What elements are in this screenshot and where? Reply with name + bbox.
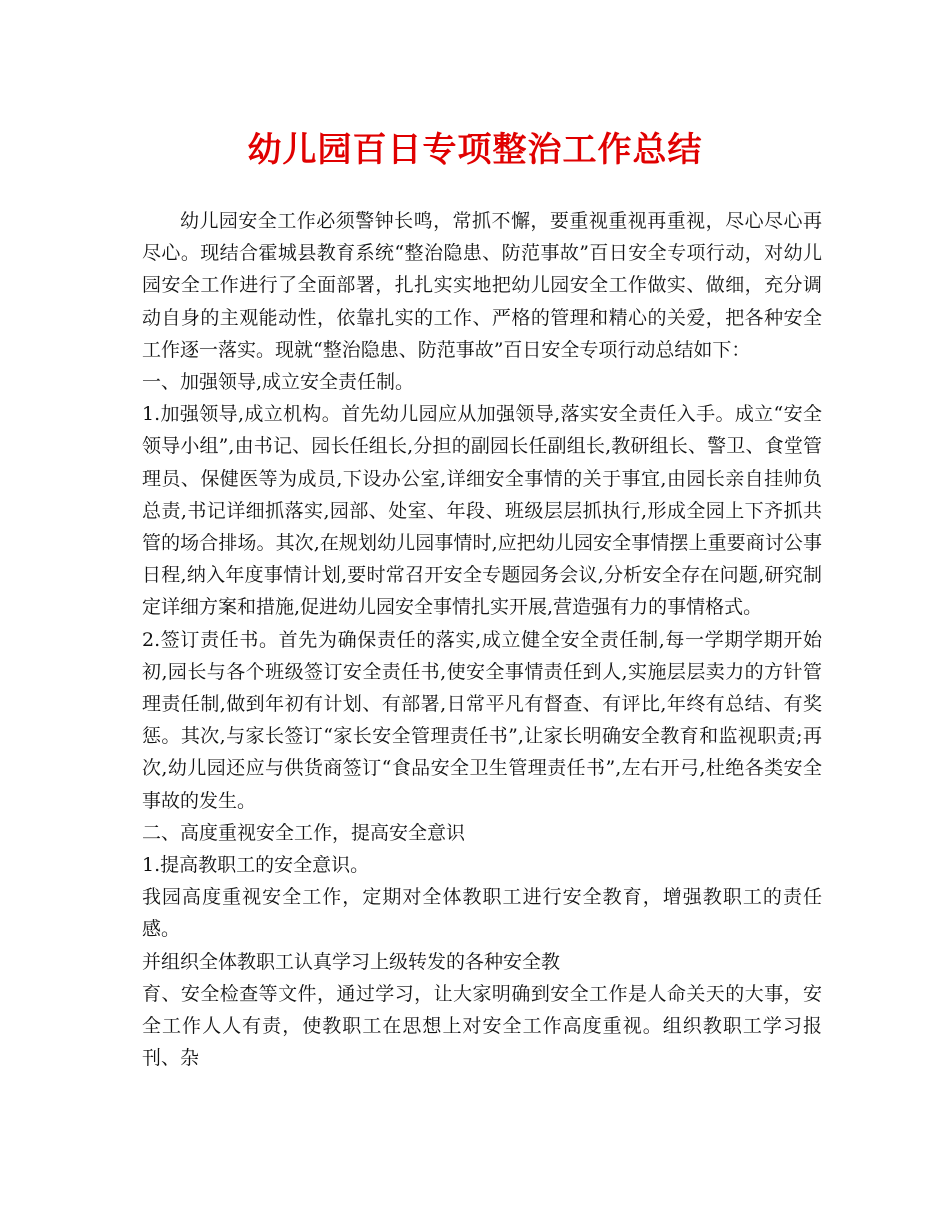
paragraph-1-2: 2.签订责任书。首先为确保责任的落实,成立健全安全责任制,每一学期学期开始初,园长与各个班级签订安全责任书,使安全事情责任到人,实施层层卖力的方针管理责任制,做到年初有计划、有部署,日常平凡有督查、有评比,年终有总结、有奖惩。其次,与家长签订“家长安全管理责任书”,让家长明确安全教育和监视职责;再次,幼儿园还应与供货商签订“食品安全卫生管理责任书”,左右开弓,杜绝各类安全事故的发生。 (142, 628, 822, 812)
document-title: 幼儿园百日专项整治工作总结 (247, 130, 703, 170)
paragraph-1-1: 1.加强领导,成立机构。首先幼儿园应从加强领导,落实安全责任入手。成立“安全领导小组”,由书记、园长任组长,分担的副园长任副组长,教研组长、警卫、食堂管理员、保健医等为成员,下设办公室,详细安全事情的关于事宜,由园长亲自挂帅负总责,书记详细抓落实,园部、处室、年段、班级层层抓执行,形成全园上下齐抓共管的场合排场。其次,在规划幼儿园事情时,应把幼儿园安全事情摆上重要商讨公事日程,纳入年度事情计划,要时常召开安全专题园务会议,分析安全存在问题,研究制定详细方案和措施,促进幼儿园安全事情扎实开展,营造强有力的事情格式。 (142, 403, 822, 619)
section-heading-1: 一、加强领导,成立安全责任制。 (142, 371, 415, 394)
document-body (142, 205, 822, 1074)
subheading-2-1: 1.提高教职工的安全意识。 (142, 854, 370, 877)
paragraph-2-1-c: 育、安全检查等文件，通过学习，让大家明确到安全工作是人命关天的大事，安全工作人人有责，使教职工在思想上对安全工作高度重视。组织教职工学习报刊、杂 (142, 982, 822, 1070)
paragraph-2-1-b: 并组织全体教职工认真学习上级转发的各种安全教 (142, 950, 561, 973)
paragraph-intro: 幼儿园安全工作必须警钟长鸣，常抓不懈，要重视重视再重视，尽心尽心再尽心。现结合霍城县教育系统“整治隐患、防范事故”百日安全专项行动，对幼儿园安全工作进行了全面部署，扎扎实实地把幼儿园安全工作做实、做细，充分调动自身的主观能动性，依靠扎实的工作、严格的管理和精心的关爱，把各种安全工作逐一落实。现就“整治隐患、防范事故”百日安全专项行动总结如下： (142, 210, 822, 361)
section-heading-2: 二、高度重视安全工作，提高安全意识 (142, 821, 466, 844)
paragraph-2-1-a: 我园高度重视安全工作，定期对全体教职工进行安全教育，增强教职工的责任感。 (142, 886, 822, 941)
